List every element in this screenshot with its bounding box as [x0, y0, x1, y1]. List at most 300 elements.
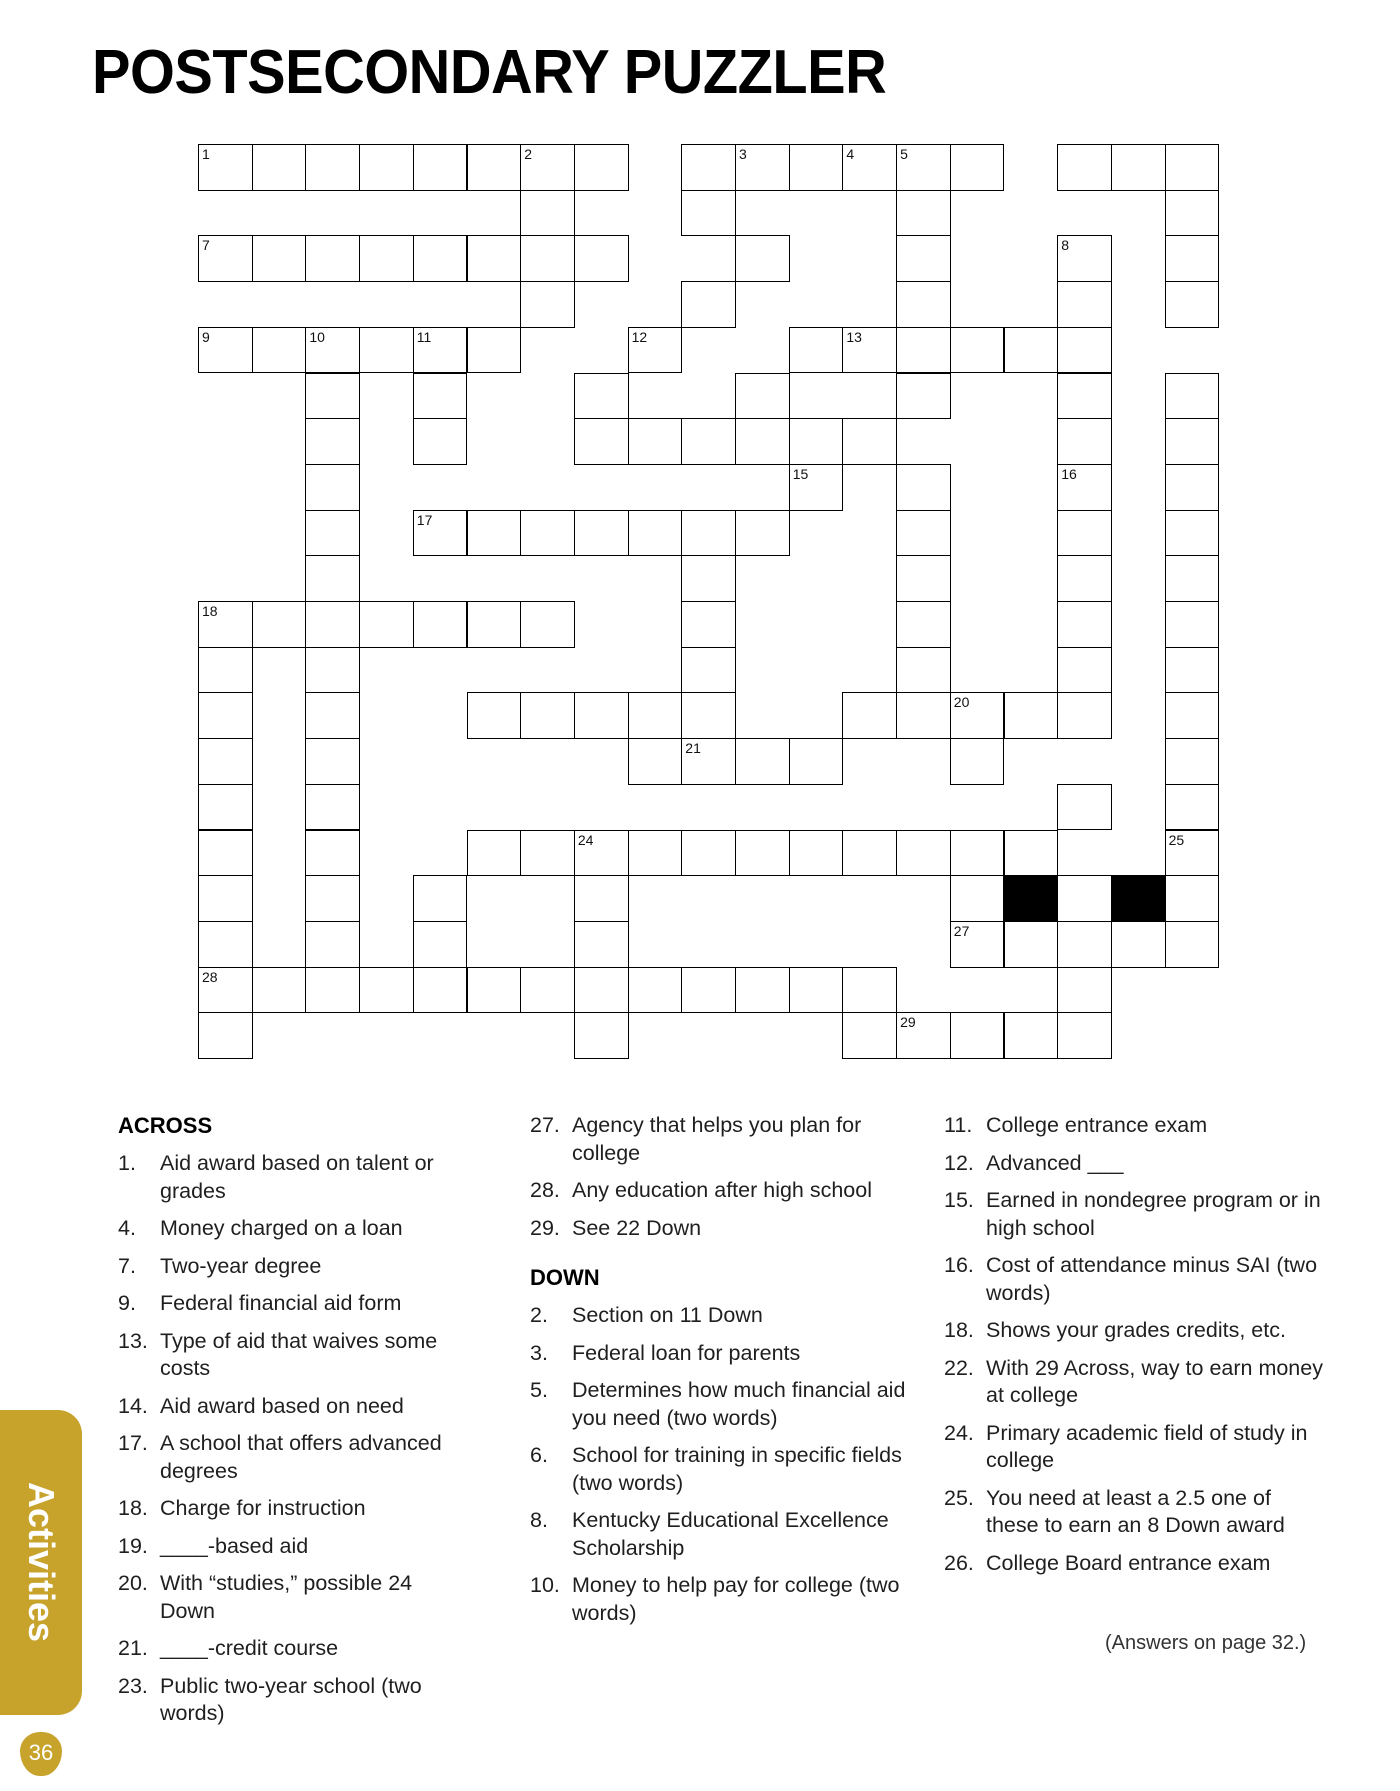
grid-cell[interactable]: [681, 738, 736, 785]
grid-cell[interactable]: [305, 830, 360, 877]
grid-cell[interactable]: [305, 144, 360, 191]
grid-cell[interactable]: [681, 190, 736, 237]
grid-cell[interactable]: [305, 510, 360, 557]
clue-number: 24: [577, 831, 594, 848]
grid-cell[interactable]: [1111, 144, 1166, 191]
down-clue: [944, 1252, 1329, 1307]
across-clue: [118, 1635, 448, 1663]
grid-cell[interactable]: [305, 921, 360, 968]
grid-cell[interactable]: [896, 190, 951, 237]
grid-cell[interactable]: [574, 235, 629, 282]
grid-cell[interactable]: [735, 830, 790, 877]
clue-number: 1.: [118, 1151, 136, 1175]
clue-text: Two-year degree: [160, 1253, 322, 1278]
grid-cell[interactable]: [1165, 144, 1220, 191]
clue-text: Kentucky Educational Excellence Scholarship: [572, 1508, 889, 1560]
clue-number: 15: [792, 465, 809, 482]
clue-number: 28: [202, 968, 218, 985]
clue-number: 3.: [530, 1340, 548, 1365]
grid-cell[interactable]: [735, 967, 790, 1014]
down-clue: [944, 1187, 1329, 1242]
grid-cell[interactable]: [467, 327, 522, 374]
clue-text: A school that offers advanced degrees: [160, 1431, 442, 1483]
clue-number: 8.: [530, 1508, 548, 1532]
clue-text: Federal financial aid form: [160, 1291, 402, 1315]
grid-cell[interactable]: [1057, 1012, 1112, 1059]
grid-cell[interactable]: [520, 235, 575, 282]
clue-number: 14.: [118, 1393, 148, 1418]
grid-cell[interactable]: [467, 235, 522, 282]
across-clue: [530, 1112, 910, 1167]
grid-cell[interactable]: [628, 418, 683, 465]
clue-text: Charge for instruction: [160, 1496, 366, 1520]
clue-number: 20.: [118, 1571, 148, 1595]
grid-cell[interactable]: [413, 327, 468, 374]
grid-cell[interactable]: [1057, 510, 1112, 557]
grid-cell[interactable]: [520, 601, 575, 648]
grid-cell[interactable]: [413, 418, 468, 465]
grid-cell[interactable]: [1004, 692, 1059, 739]
grid-cell[interactable]: [574, 830, 629, 877]
grid-cell[interactable]: [1165, 784, 1220, 831]
grid-cell[interactable]: [1057, 692, 1112, 739]
grid-cell[interactable]: [574, 373, 629, 420]
grid-cell[interactable]: [842, 327, 897, 374]
grid-cell[interactable]: [198, 647, 253, 694]
across-clue: [118, 1495, 448, 1523]
grid-cell[interactable]: [842, 418, 897, 465]
grid-cell[interactable]: [413, 921, 468, 968]
clue-number: 16: [1061, 465, 1077, 482]
clue-text: Advanced ___: [986, 1150, 1124, 1175]
grid-cell[interactable]: [896, 647, 951, 694]
grid-cell[interactable]: [789, 830, 844, 877]
clue-number: 7: [202, 237, 210, 254]
grid-cell[interactable]: [359, 235, 414, 282]
grid-cell[interactable]: [1165, 281, 1220, 328]
down-clue: [530, 1377, 910, 1432]
across-clue: [530, 1177, 910, 1205]
grid-cell[interactable]: [359, 967, 414, 1014]
grid-cell[interactable]: [198, 601, 253, 648]
grid-cell[interactable]: [896, 281, 951, 328]
clue-number: 29.: [530, 1215, 560, 1240]
across-clue: [118, 1393, 448, 1421]
across-clue: [118, 1290, 448, 1318]
grid-block: [1004, 875, 1059, 922]
grid-cell[interactable]: [896, 1012, 951, 1059]
grid-cell[interactable]: [896, 692, 951, 739]
grid-cell[interactable]: [681, 144, 736, 191]
grid-cell[interactable]: [896, 555, 951, 602]
grid-cell[interactable]: [1165, 601, 1220, 648]
grid-cell[interactable]: [735, 738, 790, 785]
grid-cell[interactable]: [413, 967, 468, 1014]
clue-text: Primary academic field of study in college: [986, 1420, 1308, 1472]
grid-cell[interactable]: [1165, 464, 1220, 511]
grid-cell[interactable]: [1165, 738, 1220, 785]
across-clue: [118, 1430, 448, 1485]
grid-cell[interactable]: [305, 327, 360, 374]
across-clue: [530, 1215, 910, 1243]
grid-cell[interactable]: [467, 510, 522, 557]
grid-cell[interactable]: [198, 830, 253, 877]
clue-number: 10.: [530, 1573, 560, 1597]
grid-cell[interactable]: [467, 830, 522, 877]
grid-cell[interactable]: [681, 830, 736, 877]
across-clue: [118, 1673, 448, 1728]
clue-text: Public two-year school (two words): [160, 1673, 422, 1725]
grid-cell[interactable]: [1057, 373, 1112, 420]
grid-cell[interactable]: [896, 373, 951, 420]
grid-cell[interactable]: [1004, 830, 1059, 877]
grid-cell[interactable]: [198, 784, 253, 831]
grid-cell[interactable]: [735, 373, 790, 420]
grid-cell[interactable]: [789, 738, 844, 785]
grid-cell[interactable]: [198, 327, 253, 374]
clue-text: Agency that helps you plan for college: [572, 1113, 862, 1165]
grid-cell[interactable]: [950, 144, 1005, 191]
grid-cell[interactable]: [789, 464, 844, 511]
clue-number: 16.: [944, 1253, 974, 1277]
grid-cell[interactable]: [789, 144, 844, 191]
grid-cell[interactable]: [305, 555, 360, 602]
grid-cell[interactable]: [842, 830, 897, 877]
clue-text: With “studies,” possible 24 Down: [160, 1571, 413, 1623]
grid-cell[interactable]: [467, 601, 522, 648]
grid-cell[interactable]: [198, 967, 253, 1014]
grid-cell[interactable]: [198, 921, 253, 968]
clue-number: 22.: [944, 1355, 974, 1380]
clue-number: 5: [900, 146, 908, 162]
clue-text: Money to help pay for college (two words): [572, 1573, 900, 1625]
clue-number: 18: [202, 603, 218, 619]
grid-cell[interactable]: [950, 692, 1005, 739]
clue-text: Earned in nondegree program or in high school: [986, 1188, 1321, 1240]
answers-note: (Answers on page 32.): [1105, 1632, 1307, 1654]
grid-cell[interactable]: [950, 327, 1005, 374]
clue-number: 15.: [944, 1188, 974, 1212]
grid-cell[interactable]: [413, 601, 468, 648]
grid-cell[interactable]: [467, 967, 522, 1014]
grid-cell[interactable]: [252, 327, 307, 374]
across-clue: [118, 1150, 448, 1205]
grid-cell[interactable]: [1165, 555, 1220, 602]
grid-cell[interactable]: [1057, 555, 1112, 602]
grid-cell[interactable]: [1057, 784, 1112, 831]
grid-cell[interactable]: [950, 738, 1005, 785]
grid-cell[interactable]: [305, 875, 360, 922]
grid-cell[interactable]: [628, 830, 683, 877]
clue-number: 4.: [118, 1216, 136, 1240]
grid-cell[interactable]: [1165, 510, 1220, 557]
grid-cell[interactable]: [520, 144, 575, 191]
down-clue: [944, 1317, 1329, 1345]
clue-number: 9: [202, 328, 210, 345]
page-title: POSTSECONDARY PUZZLER: [92, 38, 887, 107]
clue-number: 27.: [530, 1113, 560, 1137]
down-heading: DOWN: [530, 1265, 600, 1290]
grid-cell[interactable]: [735, 235, 790, 282]
grid-cell[interactable]: [1057, 327, 1112, 374]
grid-cell[interactable]: [520, 967, 575, 1014]
grid-cell[interactable]: [1165, 692, 1220, 739]
clue-number: 9.: [118, 1291, 136, 1315]
grid-cell[interactable]: [520, 830, 575, 877]
grid-cell[interactable]: [950, 875, 1005, 922]
grid-cell[interactable]: [896, 830, 951, 877]
across-heading: ACROSS: [118, 1113, 213, 1138]
grid-cell[interactable]: [413, 144, 468, 191]
grid-cell[interactable]: [681, 555, 736, 602]
clue-number: 2.: [530, 1303, 548, 1327]
across-clue: [118, 1570, 448, 1625]
page-number: 36: [28, 1740, 54, 1765]
section-tab-label: Activities: [21, 1481, 62, 1643]
clue-number: 23.: [118, 1673, 148, 1698]
down-clue: [944, 1550, 1329, 1578]
grid-cell[interactable]: [305, 601, 360, 648]
grid-cell[interactable]: [467, 692, 522, 739]
clue-text: Aid award based on need: [160, 1393, 404, 1418]
grid-cell[interactable]: [681, 601, 736, 648]
grid-cell[interactable]: [1057, 921, 1112, 968]
clue-text: ____-credit course: [160, 1636, 339, 1660]
clue-number: 21: [685, 740, 701, 757]
clue-number: 11: [416, 328, 432, 345]
clue-number: 1: [202, 146, 210, 162]
grid-cell[interactable]: [305, 967, 360, 1014]
grid-cell[interactable]: [950, 1012, 1005, 1059]
clue-number: 19.: [118, 1533, 148, 1558]
grid-cell[interactable]: [574, 144, 629, 191]
grid-cell[interactable]: [1165, 875, 1220, 922]
clue-number: 12.: [944, 1150, 974, 1175]
clue-number: 4: [846, 146, 855, 162]
grid-cell[interactable]: [1057, 875, 1112, 922]
grid-cell[interactable]: [359, 144, 414, 191]
grid-cell[interactable]: [520, 190, 575, 237]
clue-text: Section on 11 Down: [572, 1303, 763, 1327]
grid-cell[interactable]: [628, 967, 683, 1014]
grid-cell[interactable]: [252, 144, 307, 191]
down-clue: [944, 1420, 1329, 1475]
clue-number: 13: [846, 328, 862, 345]
grid-cell[interactable]: [1165, 235, 1220, 282]
grid-cell[interactable]: [574, 418, 629, 465]
grid-cell[interactable]: [1004, 921, 1059, 968]
grid-cell[interactable]: [574, 1012, 629, 1059]
clue-number: 2: [524, 146, 532, 162]
grid-cell[interactable]: [252, 967, 307, 1014]
grid-cell[interactable]: [896, 601, 951, 648]
grid-cell[interactable]: [1165, 418, 1220, 465]
grid-cell[interactable]: [1165, 190, 1220, 237]
grid-cell[interactable]: [681, 967, 736, 1014]
grid-cell[interactable]: [520, 510, 575, 557]
grid-cell[interactable]: [305, 235, 360, 282]
grid-cell[interactable]: [896, 327, 951, 374]
grid-cell[interactable]: [1111, 921, 1166, 968]
across-clue: [118, 1533, 448, 1561]
grid-cell[interactable]: [628, 692, 683, 739]
grid-cell[interactable]: [520, 692, 575, 739]
grid-cell[interactable]: [1057, 281, 1112, 328]
grid-cell[interactable]: [413, 373, 468, 420]
grid-cell[interactable]: [198, 738, 253, 785]
clue-text: You need at least a 2.5 one of these to earn an 8 Down award: [986, 1485, 1285, 1537]
clue-number: 18.: [118, 1496, 148, 1520]
grid-cell[interactable]: [735, 144, 790, 191]
grid-cell[interactable]: [896, 144, 951, 191]
grid-cell[interactable]: [628, 738, 683, 785]
clue-text: See 22 Down: [572, 1215, 702, 1240]
grid-cell[interactable]: [305, 784, 360, 831]
grid-cell[interactable]: [1057, 235, 1112, 282]
down-clue: [530, 1572, 910, 1627]
grid-cell[interactable]: [1057, 464, 1112, 511]
clue-text: With 29 Across, way to earn money at college: [986, 1355, 1323, 1407]
grid-cell[interactable]: [735, 418, 790, 465]
clue-text: Type of aid that waives some costs: [160, 1328, 438, 1380]
clue-number: 5.: [530, 1378, 548, 1402]
down-clue: [944, 1485, 1329, 1540]
grid-cell[interactable]: [252, 601, 307, 648]
grid-cell[interactable]: [252, 235, 307, 282]
grid-cell[interactable]: [1057, 418, 1112, 465]
grid-cell[interactable]: [842, 967, 897, 1014]
grid-cell[interactable]: [842, 692, 897, 739]
grid-cell[interactable]: [413, 875, 468, 922]
grid-cell[interactable]: [1057, 601, 1112, 648]
clue-number: 8: [1061, 237, 1069, 254]
grid-cell[interactable]: [198, 692, 253, 739]
grid-cell[interactable]: [896, 235, 951, 282]
across-clue: [118, 1215, 448, 1243]
grid-cell[interactable]: [681, 647, 736, 694]
grid-cell[interactable]: [520, 281, 575, 328]
grid-cell[interactable]: [574, 967, 629, 1014]
clue-number: 12: [631, 328, 648, 345]
grid-cell[interactable]: [1057, 967, 1112, 1014]
grid-cell[interactable]: [359, 601, 414, 648]
clue-number: 17.: [118, 1431, 148, 1455]
clue-text: College Board entrance exam: [986, 1550, 1271, 1575]
clue-number: 18.: [944, 1318, 974, 1342]
grid-cell[interactable]: [413, 510, 468, 557]
clue-number: 25: [1168, 831, 1185, 848]
grid-cell[interactable]: [198, 1012, 253, 1059]
grid-block: [1111, 875, 1166, 922]
grid-cell[interactable]: [681, 281, 736, 328]
clue-number: 28.: [530, 1178, 560, 1202]
grid-cell[interactable]: [896, 510, 951, 557]
grid-cell[interactable]: [896, 464, 951, 511]
grid-cell[interactable]: [305, 738, 360, 785]
across-clue: [118, 1328, 448, 1383]
down-clue: [530, 1442, 910, 1497]
clue-number: 24.: [944, 1420, 974, 1445]
grid-cell[interactable]: [1165, 921, 1220, 968]
crossword-grid: [198, 144, 1278, 1059]
clue-text: Money charged on a loan: [160, 1216, 403, 1240]
grid-cell[interactable]: [574, 921, 629, 968]
grid-cell[interactable]: [198, 235, 253, 282]
grid-cell[interactable]: [1057, 144, 1112, 191]
grid-cell[interactable]: [305, 418, 360, 465]
grid-cell[interactable]: [198, 875, 253, 922]
clues-column-middle: [530, 1112, 910, 1637]
clue-number: 20: [953, 694, 970, 711]
grid-cell[interactable]: [305, 464, 360, 511]
grid-cell[interactable]: [842, 144, 897, 191]
grid-cell[interactable]: [1057, 647, 1112, 694]
section-tab: [0, 1410, 82, 1715]
down-clue: [944, 1150, 1329, 1178]
across-clue: [118, 1253, 448, 1281]
grid-cell[interactable]: [950, 830, 1005, 877]
clue-number: 25.: [944, 1485, 974, 1510]
clue-number: 29: [900, 1014, 916, 1031]
clue-text: Cost of attendance minus SAI (two words): [986, 1253, 1318, 1305]
grid-cell[interactable]: [789, 418, 844, 465]
clue-text: School for training in specific fields (two words): [572, 1443, 902, 1495]
clue-number: 17: [416, 511, 433, 528]
grid-cell[interactable]: [628, 327, 683, 374]
grid-cell[interactable]: [574, 692, 629, 739]
grid-cell[interactable]: [681, 418, 736, 465]
grid-cell[interactable]: [467, 144, 522, 191]
grid-cell[interactable]: [681, 692, 736, 739]
grid-cell[interactable]: [681, 510, 736, 557]
grid-cell[interactable]: [359, 327, 414, 374]
grid-cell[interactable]: [198, 144, 253, 191]
grid-cell[interactable]: [1165, 373, 1220, 420]
clue-text: College entrance exam: [986, 1113, 1208, 1137]
grid-cell[interactable]: [574, 510, 629, 557]
down-clue: [530, 1340, 910, 1368]
clue-number: 27: [953, 922, 970, 939]
grid-cell[interactable]: [735, 510, 790, 557]
grid-cell[interactable]: [950, 921, 1005, 968]
grid-cell[interactable]: [305, 647, 360, 694]
grid-cell[interactable]: [1004, 1012, 1059, 1059]
grid-cell[interactable]: [842, 1012, 897, 1059]
grid-cell[interactable]: [305, 373, 360, 420]
grid-cell[interactable]: [305, 692, 360, 739]
clue-number: 10: [309, 328, 325, 345]
grid-cell[interactable]: [1004, 327, 1059, 374]
down-clue: [944, 1355, 1329, 1410]
clue-text: Aid award based on talent or grades: [160, 1151, 434, 1203]
grid-cell[interactable]: [413, 235, 468, 282]
clue-number: 26.: [944, 1550, 974, 1575]
clue-text: Federal loan for parents: [572, 1340, 801, 1365]
clue-text: Any education after high school: [572, 1178, 873, 1202]
clue-number: 7.: [118, 1253, 136, 1278]
clue-text: Determines how much financial aid you need (two words): [572, 1378, 906, 1430]
grid-cell[interactable]: [1165, 647, 1220, 694]
clue-text: ____-based aid: [160, 1533, 309, 1558]
down-clue: [530, 1302, 910, 1330]
grid-cell[interactable]: [574, 875, 629, 922]
grid-cell[interactable]: [628, 510, 683, 557]
grid-cell[interactable]: [1165, 830, 1220, 877]
down-clue: [530, 1507, 910, 1562]
page-number-badge: [20, 1732, 62, 1776]
grid-cell[interactable]: [789, 967, 844, 1014]
grid-cell[interactable]: [789, 327, 844, 374]
